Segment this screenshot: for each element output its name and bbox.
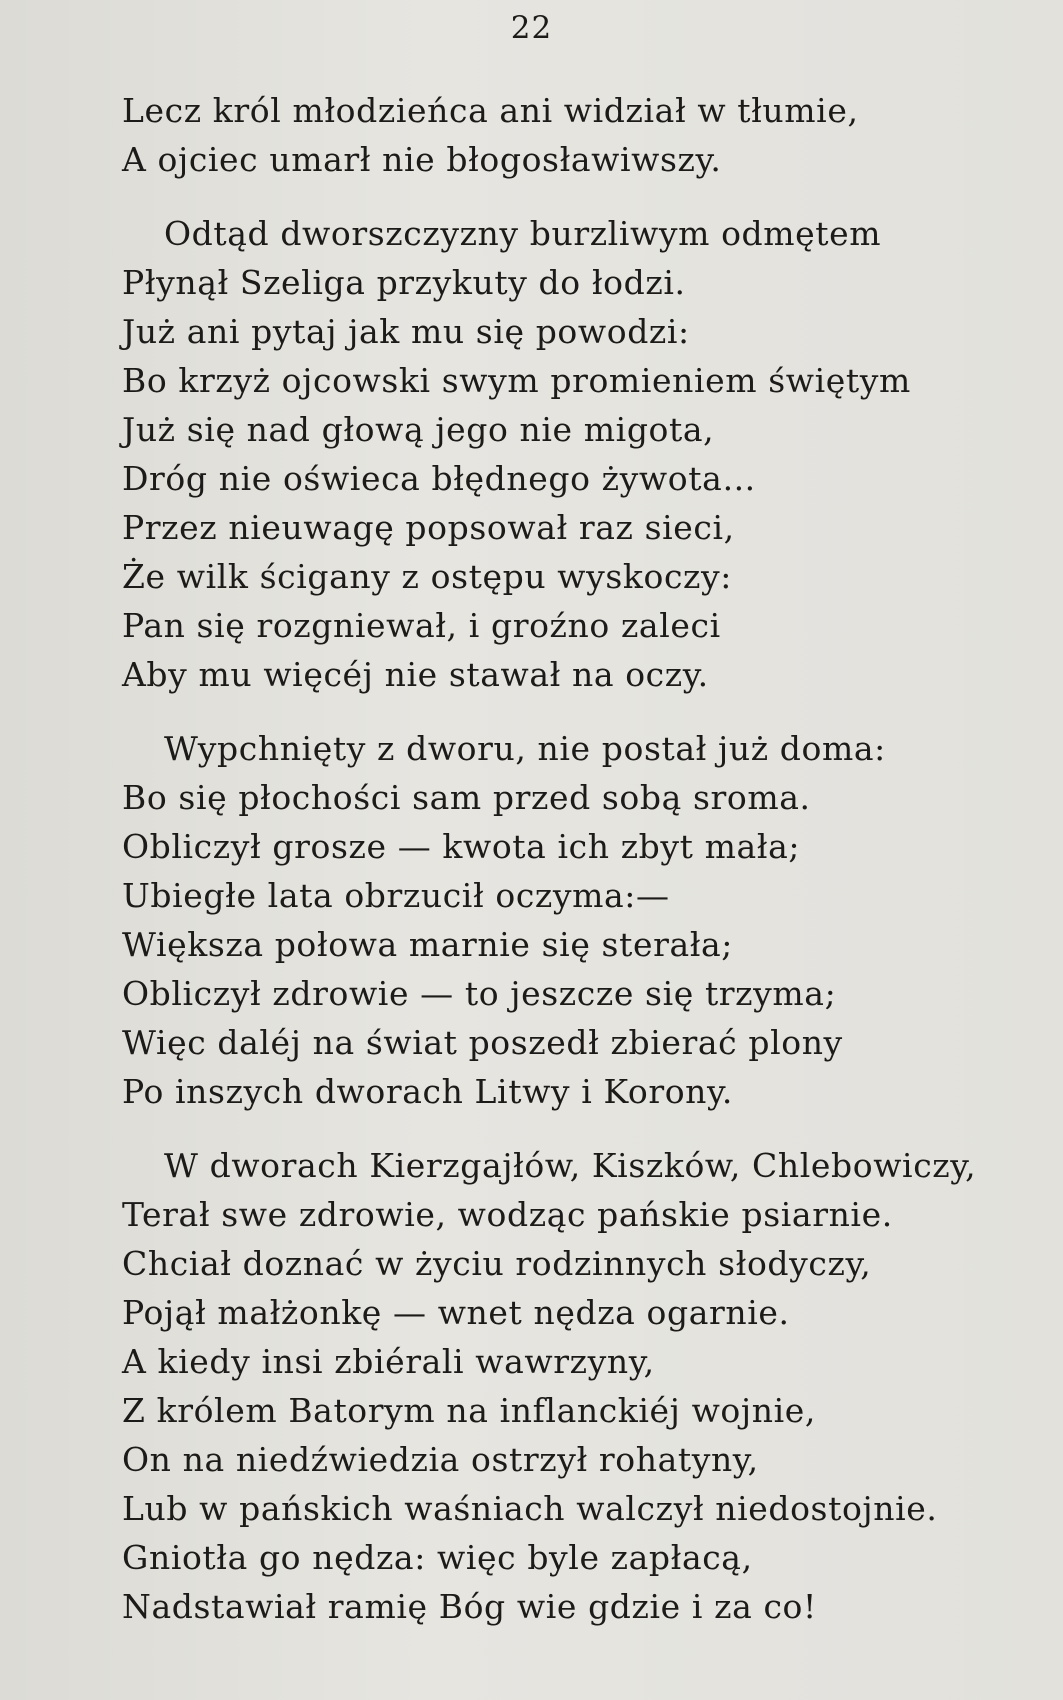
verse-line: Terał swe zdrowie, wodząc pańskie psiarnie. bbox=[122, 1195, 893, 1234]
verse-line: Lub w pańskich waśniach walczył niedostojnie. bbox=[122, 1489, 938, 1528]
verse-line: Gniotła go nędza: więc byle zapłacą, bbox=[122, 1538, 753, 1577]
verse-line: Płynął Szeliga przykuty do łodzi. bbox=[122, 263, 686, 302]
verse-line: Po inszych dworach Litwy i Korony. bbox=[122, 1072, 733, 1111]
verse-line: A ojciec umarł nie błogosławiwszy. bbox=[122, 140, 722, 179]
verse-line: On na niedźwiedzia ostrzył rohatyny, bbox=[122, 1440, 759, 1479]
poem-text bbox=[122, 86, 1052, 1656]
verse-line: Nadstawiał ramię Bóg wie gdzie i za co! bbox=[122, 1587, 817, 1626]
verse-line: Aby mu więcéj nie stawał na oczy. bbox=[122, 655, 709, 694]
verse-line: Że wilk ścigany z ostępu wyskoczy: bbox=[122, 557, 733, 596]
verse-line: Już ani pytaj jak mu się powodzi: bbox=[122, 312, 690, 351]
verse-line: Odtąd dworszczyzny burzliwym odmętem bbox=[164, 214, 882, 253]
verse-line: Z królem Batorym na inflanckiéj wojnie, bbox=[122, 1391, 816, 1430]
verse-line: Pan się rozgniewał, i groźno zaleci bbox=[122, 606, 721, 645]
stanza-3 bbox=[122, 724, 1052, 1116]
verse-line: Lecz król młodzieńca ani widział w tłumie, bbox=[122, 91, 859, 130]
verse-line: Przez nieuwagę popsował raz sieci, bbox=[122, 508, 735, 547]
verse-line: W dworach Kierzgajłów, Kiszków, Chlebowiczy, bbox=[164, 1146, 977, 1185]
stanza-4 bbox=[122, 1141, 1052, 1631]
verse-line: Dróg nie oświeca błędnego żywota… bbox=[122, 459, 756, 498]
verse-line: Już się nad głową jego nie migota, bbox=[122, 410, 715, 449]
stanza-2 bbox=[122, 209, 1052, 699]
stanza-1 bbox=[122, 86, 1052, 184]
verse-line: Obliczył zdrowie — to jeszcze się trzyma; bbox=[122, 974, 837, 1013]
verse-line: Obliczył grosze — kwota ich zbyt mała; bbox=[122, 827, 801, 866]
verse-line: Ubiegłe lata obrzucił oczyma:— bbox=[122, 876, 670, 915]
verse-line: Bo się płochości sam przed sobą sroma. bbox=[122, 778, 811, 817]
verse-line: Pojął małżonkę — wnet nędza ogarnie. bbox=[122, 1293, 790, 1332]
verse-line: Wypchnięty z dworu, nie postał już doma: bbox=[164, 729, 886, 768]
verse-line: Więc daléj na świat poszedł zbierać plony bbox=[122, 1023, 843, 1062]
verse-line: Bo krzyż ojcowski swym promieniem świętym bbox=[122, 361, 911, 400]
verse-line: Większa połowa marnie się sterała; bbox=[122, 925, 734, 964]
verse-line: Chciał doznać w życiu rodzinnych słodyczy, bbox=[122, 1244, 872, 1283]
verse-line: A kiedy insi zbiérali wawrzyny, bbox=[122, 1342, 655, 1381]
page-number: 22 bbox=[510, 10, 553, 46]
